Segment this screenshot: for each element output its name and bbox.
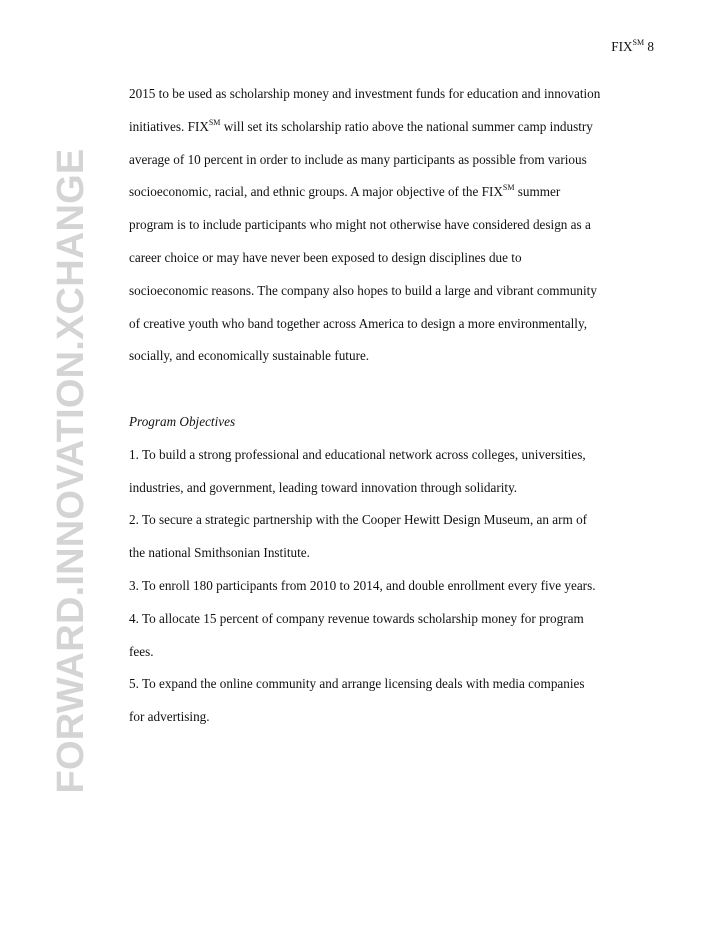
body-line: 2015 to be used as scholarship money and investment funds for education and innovation (129, 86, 601, 101)
section-heading: Program Objectives (129, 413, 236, 429)
page-number: 8 (647, 39, 654, 54)
running-head-superscript: SM (632, 38, 645, 47)
objective-line: 5. To expand the online community and arrange licensing deals with media companies (129, 676, 585, 692)
running-head: FIX (611, 39, 633, 54)
objective-line: for advertising. (129, 709, 210, 725)
objective-line: 2. To secure a strategic partnership with the Cooper Hewitt Design Museum, an arm of (129, 512, 588, 528)
objective-line: the national Smithsonian Institute. (129, 545, 310, 561)
objective-line: 4. To allocate 15 percent of company revenue towards scholarship money for program (129, 610, 584, 626)
body-line: socioeconomic, racial, and ethnic groups. A major objective of the FIX℠ summer (129, 183, 561, 200)
body-line: career choice or may have never been exposed to design disciplines due to (129, 249, 522, 265)
objective-line: 1. To build a strong professional and educational network across colleges, universities, (129, 446, 586, 462)
page-header (611, 40, 654, 53)
objective-line: fees. (129, 643, 154, 659)
watermark-text: FORWARD.INNOVATION.XCHANGE (50, 148, 92, 794)
objectives-list (129, 439, 669, 734)
body-paragraph (129, 78, 669, 373)
body-line: average of 10 percent in order to include as many participants as possible from various (129, 151, 587, 167)
objective-line: 3. To enroll 180 participants from 2010 to 2014, and double enrollment every five years. (129, 577, 596, 593)
page-content (129, 78, 669, 734)
side-watermark-banner (49, 54, 93, 888)
body-line: of creative youth who band together across America to design a more environmentally, (129, 315, 587, 331)
objective-line: industries, and government, leading toward innovation through solidarity. (129, 479, 518, 495)
body-line: socially, and economically sustainable future. (129, 348, 370, 364)
body-line: socioeconomic reasons. The company also hopes to build a large and vibrant community (129, 282, 597, 298)
body-line: initiatives. FIX℠ will set its scholarship ratio above the national summer camp industry (129, 117, 593, 134)
body-line: program is to include participants who might not otherwise have considered design as a (129, 217, 591, 233)
